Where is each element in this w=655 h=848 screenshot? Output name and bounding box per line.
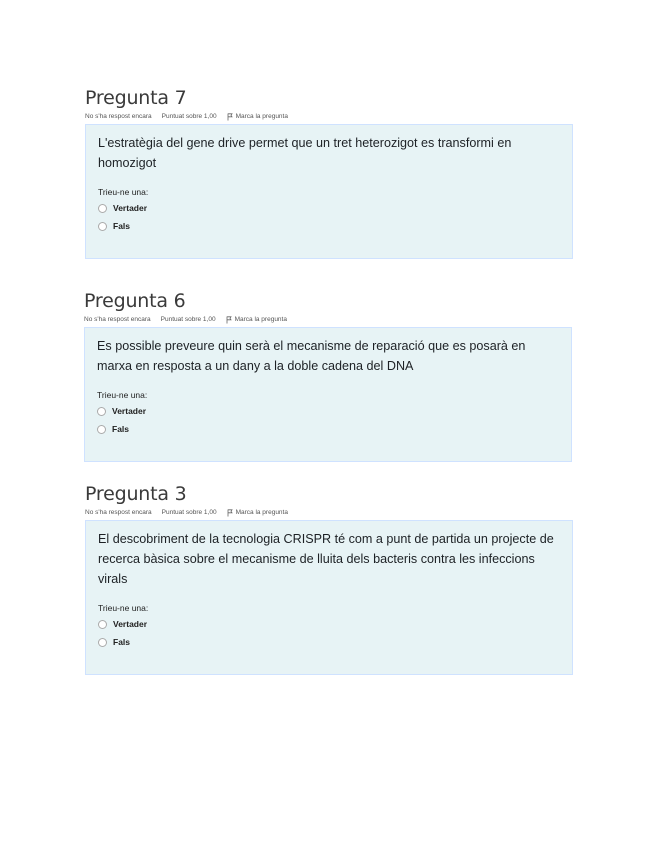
score-info: Puntuat sobre 1,00 [160, 316, 216, 323]
flag-icon [227, 113, 233, 121]
answer-status: No s'ha respost encara [84, 316, 151, 323]
question-title: Pregunta 6 [84, 290, 186, 312]
score-info: Puntuat sobre 1,00 [161, 113, 217, 120]
question-text: L'estratègia del gene drive permet que un tret heterozigot es transformi en homozigot [98, 136, 512, 170]
option-label: Fals [113, 221, 131, 231]
question-3 [85, 483, 573, 675]
question-6 [84, 290, 572, 462]
option-fals[interactable] [98, 637, 560, 647]
flag-question-link[interactable] [227, 113, 288, 121]
question-info [85, 112, 573, 121]
option-label: Fals [113, 637, 131, 647]
question-content [84, 327, 572, 462]
answer-prompt: Trieu-ne una: [98, 187, 149, 197]
option-vertader[interactable] [97, 406, 559, 416]
flag-question-link[interactable] [226, 316, 287, 324]
option-label: Vertader [113, 619, 148, 629]
flag-question-link[interactable] [227, 509, 288, 517]
answer-status: No s'ha respost encara [85, 113, 152, 120]
radio-icon[interactable] [98, 638, 107, 647]
radio-icon[interactable] [98, 222, 107, 231]
answer-prompt: Trieu-ne una: [97, 390, 148, 400]
radio-icon[interactable] [97, 425, 106, 434]
option-label: Fals [112, 424, 130, 434]
flag-icon [227, 509, 233, 517]
question-title: Pregunta 7 [85, 87, 187, 109]
question-content [85, 124, 573, 259]
answer-prompt: Trieu-ne una: [98, 603, 149, 613]
radio-icon[interactable] [97, 407, 106, 416]
radio-icon[interactable] [98, 620, 107, 629]
option-label: Vertader [113, 203, 148, 213]
question-text: El descobriment de la tecnologia CRISPR té com a punt de partida un projecte de recerca bàsica sobre el mecanisme de lluita dels bacteris contra les infeccions virals [98, 532, 554, 586]
flag-icon [226, 316, 232, 324]
question-title: Pregunta 3 [85, 483, 187, 505]
question-text: Es possible preveure quin serà el mecanisme de reparació que es posarà en marxa en resposta a un dany a la doble cadena del DNA [97, 339, 526, 373]
score-info: Puntuat sobre 1,00 [161, 509, 217, 516]
flag-label: Marca la pregunta [235, 113, 288, 120]
flag-label: Marca la pregunta [234, 316, 287, 323]
option-vertader[interactable] [98, 619, 560, 629]
option-fals[interactable] [98, 221, 560, 231]
radio-icon[interactable] [98, 204, 107, 213]
option-vertader[interactable] [98, 203, 560, 213]
answer-status: No s'ha respost encara [85, 509, 152, 516]
question-info [85, 508, 573, 517]
option-label: Vertader [112, 406, 147, 416]
question-info [84, 315, 572, 324]
question-7 [85, 87, 573, 259]
question-content [85, 520, 573, 675]
flag-label: Marca la pregunta [235, 509, 288, 516]
option-fals[interactable] [97, 424, 559, 434]
